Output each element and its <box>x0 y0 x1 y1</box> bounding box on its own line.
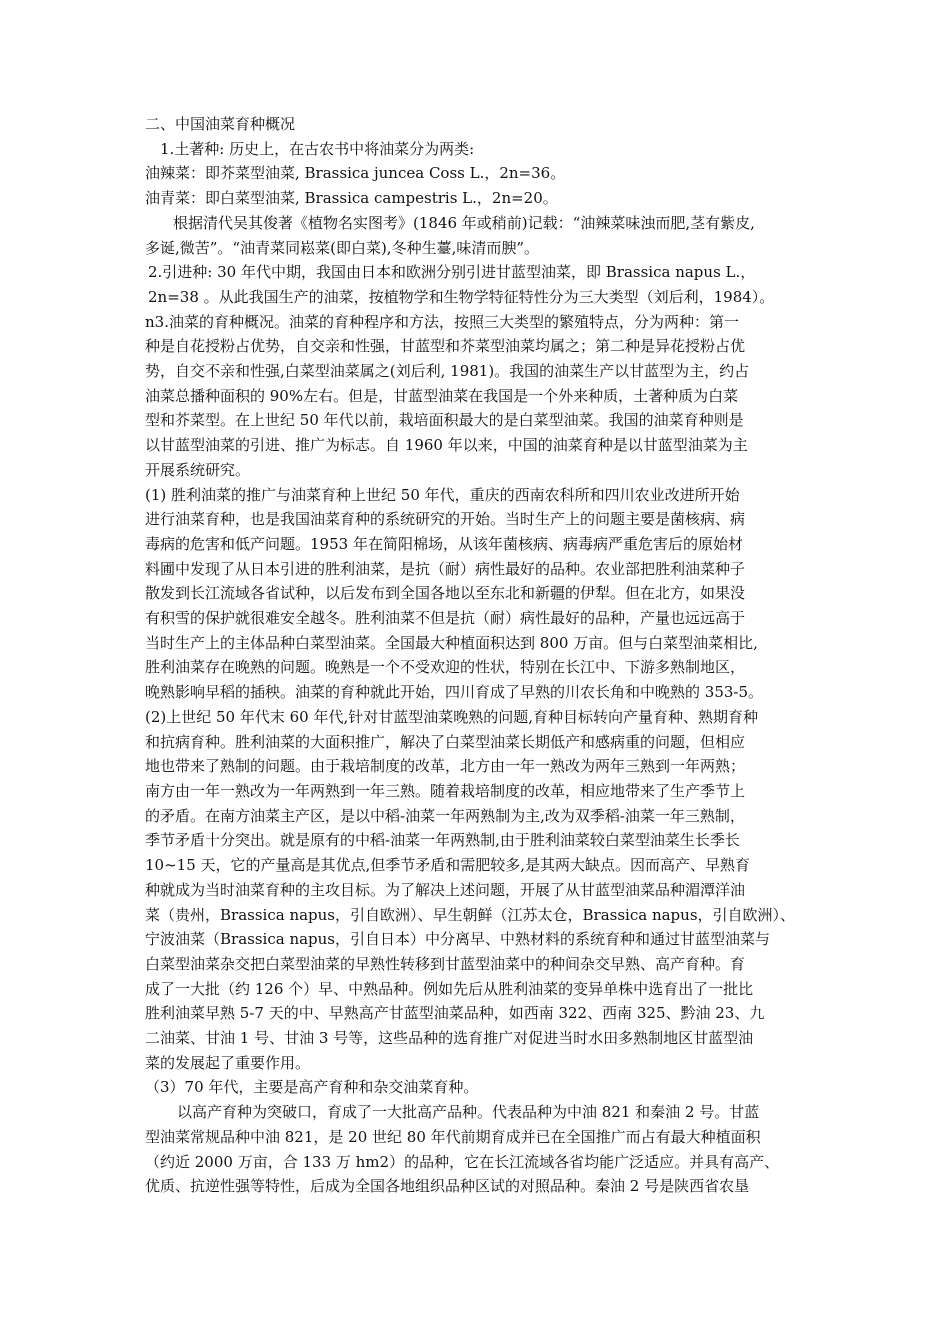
text-line: 料圃中发现了从日本引进的胜利油菜，是抗（耐）病性最好的品种。农业部把胜利油菜种子 <box>145 559 746 578</box>
text-line: 胜利油菜早熟 5-7 天的中、早熟高产甘蓝型油菜品种，如西南 322、西南 325、黔油 23、九 <box>145 1004 765 1023</box>
text-line: 多诞,微苦”。“油青菜同崧菜(即白菜),冬种生薹,味清而腴”。 <box>145 238 540 257</box>
text-line: n3.油菜的育种概况。油菜的育种程序和方法，按照三大类型的繁殖特点，分为两种：第一 <box>145 312 739 331</box>
text-line: 白菜型油菜杂交把白菜型油菜的早熟性转移到甘蓝型油菜中的种间杂交早熟、高产育种。育 <box>145 954 746 973</box>
text-line: 油青菜：即白菜型油菜, Brassica campestris L.，2n=20。 <box>145 189 558 208</box>
text-line: 进行油菜育种，也是我国油菜育种的系统研究的开始。当时生产上的问题主要是菌核病、病 <box>145 510 746 529</box>
section-heading: 二、中国油菜育种概况 <box>145 115 296 133</box>
text-line: 种是自花授粉占优势，自交亲和性强，甘蓝型和芥菜型油菜均属之；第二种是异花授粉占优 <box>145 337 746 356</box>
text-line: 成了一大批（约 126 个）早、中熟品种。例如先后从胜利油菜的变异单株中选育出了一批比 <box>145 979 754 998</box>
text-line: (2)上世纪 50 年代末 60 年代,针对甘蓝型油菜晚熟的问题,育种目标转向产量育种、熟期育种 <box>145 707 759 726</box>
text-line: 10~15 天，它的产量高是其优点,但季节矛盾和需肥较多,是其两大缺点。因而高产、早熟育 <box>145 856 751 875</box>
text-line: 型和芥菜型。在上世纪 50 年代以前，栽培面积最大的是白菜型油菜。我国的油菜育种则是 <box>145 411 744 430</box>
document-page <box>145 112 809 1199</box>
text-line: 有积雪的保护就很难安全越冬。胜利油菜不但是抗（耐）病性最好的品种，产量也远远高于 <box>145 609 746 628</box>
text-line: 宁波油菜（Brassica napus，引自日本）中分离早、中熟材料的系统育种和通过甘蓝型油菜与 <box>145 930 771 949</box>
text-line: 2n=38 。从此我国生产的油菜，按植物学和生物学特征特性分为三大类型（刘后利，1984）。 <box>148 287 775 306</box>
text-line: 胜利油菜存在晚熟的问题。晚熟是一个不受欢迎的性状，特别在长江中、下游多熟制地区， <box>145 658 746 677</box>
text-line: 种就成为当时油菜育种的主攻目标。为了解决上述问题，开展了从甘蓝型油菜品种湄潭洋油 <box>145 880 746 899</box>
text-line: 2.引进种: 30 年代中期，我国由日本和欧洲分别引进甘蓝型油菜，即 Brassica napus L.， <box>148 263 756 282</box>
text-line: (1) 胜利油菜的推广与油菜育种上世纪 50 年代，重庆的西南农科所和四川农业改进所开始 <box>145 485 740 504</box>
text-line: 散发到长江流域各省试种，以后发布到全国各地以至东北和新疆的伊犁。但在北方，如果没 <box>145 584 746 603</box>
text-line: 菜（贵州，Brassica napus，引自欧洲）、早生朝鲜（江苏太仓，Brassica napus，引自欧洲）、 <box>145 905 796 924</box>
text-line: 油菜总播种面积的 90%左右。但是，甘蓝型油菜在我国是一个外来种质，土著种质为白菜 <box>145 386 739 405</box>
text-line: 和抗病育种。胜利油菜的大面积推广，解决了白菜型油菜长期低产和感病重的问题，但相应 <box>145 732 746 751</box>
text-line: 毒病的危害和低产问题。1953 年在简阳棉场，从该年菌核病、病毒病严重危害后的原始材 <box>145 534 743 553</box>
text-line: 晚熟影响早稻的插秧。油菜的育种就此开始，四川育成了早熟的川农长角和中晚熟的 353-5。 <box>145 683 764 702</box>
text-line: 开展系统研究。 <box>145 460 251 479</box>
text-line: 当时生产上的主体品种白菜型油菜。全国最大种植面积达到 800 万亩。但与白菜型油菜相比, <box>145 633 758 652</box>
text-line: 季节矛盾十分突出。就是原有的中稻-油菜一年两熟制,由于胜利油菜较白菜型油菜生长季长 <box>145 831 740 850</box>
text-line: 型油菜常规品种中油 821，是 20 世纪 80 年代前期育成并已在全国推广而占有最大种植面积 <box>145 1127 761 1146</box>
text-line: 1.土著种: 历史上，在古农书中将油菜分为两类: <box>160 139 475 158</box>
text-line: 二油菜、甘油 1 号、甘油 3 号等，这些品种的选育推广对促进当时水田多熟制地区甘蓝型油 <box>145 1029 754 1048</box>
text-line: 势，自交不亲和性强,白菜型油菜属之(刘后利, 1981)。我国的油菜生产以甘蓝型为主，约占 <box>145 362 750 381</box>
text-line: 以甘蓝型油菜的引进、推广为标志。自 1960 年以来，中国的油菜育种是以甘蓝型油菜为主 <box>145 436 748 455</box>
text-line: 根据清代吴其俊著《植物名实图考》(1846 年或稍前)记载：“油辣菜味浊而肥,茎有紫皮, <box>173 213 755 232</box>
text-line: （约近 2000 万亩，合 133 万 hm2）的品种，它在长江流域各省均能广泛适应。并具有高产、 <box>145 1152 780 1171</box>
text-line: （3）70 年代，主要是高产育种和杂交油菜育种。 <box>145 1078 479 1097</box>
text-line: 以高产育种为突破口，育成了一大批高产品种。代表品种为中油 821 和秦油 2 号。甘蓝 <box>177 1103 760 1122</box>
text-line: 地也带来了熟制的问题。由于栽培制度的改革，北方由一年一熟改为两年三熟到一年两熟； <box>145 757 746 776</box>
text-line: 南方由一年一熟改为一年两熟到一年三熟。随着栽培制度的改革，相应地带来了生产季节上 <box>145 781 746 800</box>
text-line: 优质、抗逆性强等特性，后成为全国各地组织品种区试的对照品种。秦油 2 号是陕西省农垦 <box>145 1177 750 1196</box>
text-line: 油辣菜：即芥菜型油菜, Brassica juncea Coss L.，2n=36。 <box>145 164 566 183</box>
text-line: 的矛盾。在南方油菜主产区，是以中稻-油菜一年两熟制为主,改为双季稻-油菜一年三熟制， <box>145 806 745 825</box>
text-line: 菜的发展起了重要作用。 <box>145 1053 311 1072</box>
